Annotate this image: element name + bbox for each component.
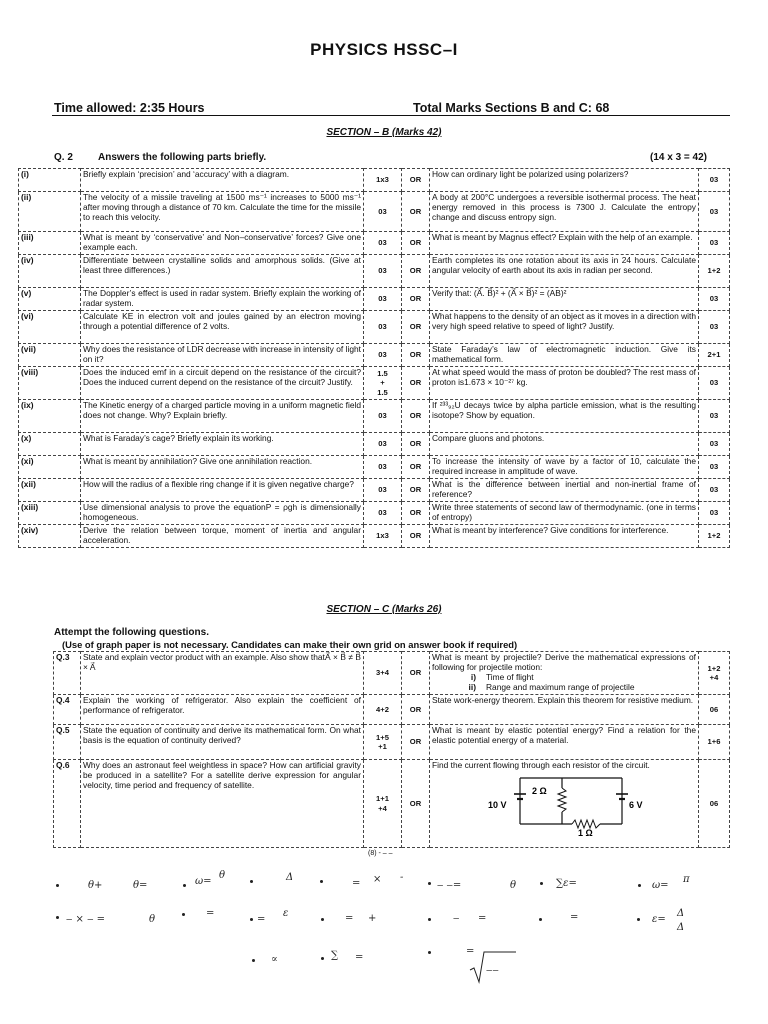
square-root-stroke — [470, 952, 516, 982]
question-marks: 03 — [364, 255, 402, 288]
alternative-question-marks: 1+6 — [699, 725, 730, 760]
question-part-number: (xii) — [19, 479, 81, 502]
alternative-question-marks: 03 — [699, 169, 730, 192]
question-text: Does the induced emf in a circuit depend on the resistance of the circuit? Does the induced current depend on the resistance of the circuit? Justify. — [81, 367, 364, 400]
question-text: Differentiate between crystalline solids and amorphous solids. (Give at least three differences.) — [81, 255, 364, 288]
question-row — [54, 695, 730, 725]
question-part-number: (xiv) — [19, 525, 81, 548]
formula-fragment: ‒‒ — [486, 965, 499, 976]
alternative-question-marks: 03 — [699, 400, 730, 433]
or-label: OR — [402, 192, 430, 232]
alternative-question-text — [430, 479, 699, 502]
alternative-question-text — [430, 169, 699, 192]
alternative-question-body: What is meant by Magnus effect? Explain with the help of an example. — [432, 232, 693, 242]
question-part-number: (v) — [19, 288, 81, 311]
formula-fragment: - — [400, 872, 404, 883]
formula-fragment: Δ — [286, 872, 294, 883]
sub-part — [432, 672, 696, 682]
footer-code: (8) - ‒ ‒ — [368, 850, 393, 857]
alternative-question-text — [430, 367, 699, 400]
question-row — [19, 502, 730, 525]
page-title: PHYSICS HSSC–I — [310, 40, 458, 59]
formula-fragment: ε= — [652, 914, 666, 925]
formula-fragment: = — [478, 913, 487, 924]
question-row — [19, 232, 730, 255]
formula-fragment: = — [345, 913, 354, 924]
formula-fragment: θ+ — [88, 880, 103, 891]
alternative-question-body: Write three statements of second law of thermodynamic. (one in terms of entropy) — [432, 502, 696, 523]
alternative-question-marks: 03 — [699, 433, 730, 456]
question-row — [19, 367, 730, 400]
formula-fragment: = — [257, 914, 266, 925]
formula-fragment: θ — [510, 880, 517, 891]
question-part-number: (viii) — [19, 367, 81, 400]
alternative-question-body: What is meant by interference? Give conditions for interference. — [432, 525, 669, 535]
question-part-number: (xiii) — [19, 502, 81, 525]
bullet-dot — [321, 918, 324, 921]
section-c-instruction: Attempt the following questions. — [54, 627, 209, 638]
or-label: OR — [402, 760, 430, 848]
header-divider — [52, 115, 730, 116]
or-label: OR — [402, 695, 430, 725]
question-part-number: (ii) — [19, 192, 81, 232]
question-part-number: (i) — [19, 169, 81, 192]
question-part-number: Q.6 — [54, 760, 81, 848]
alternative-question-marks: 03 — [699, 232, 730, 255]
question-row — [19, 525, 730, 548]
question-text: State the equation of continuity and derive its mathematical form. On what basis is the equation of continuity derived? — [81, 725, 364, 760]
sub-part-text: Time of flight — [486, 672, 534, 683]
formula-fragment: ω= — [652, 880, 669, 891]
question-part-number: Q.3 — [54, 652, 81, 695]
formula-fragment: = — [570, 912, 579, 923]
section-c-table — [53, 651, 730, 848]
or-label: OR — [402, 502, 430, 525]
formula-fragment: ∝ — [271, 954, 278, 965]
question-marks: 03 — [364, 232, 402, 255]
question-marks: 03 — [364, 456, 402, 479]
bullet-dot — [428, 951, 431, 954]
question-part-number: (ix) — [19, 400, 81, 433]
bullet-dot — [182, 913, 185, 916]
question-part-number: Q.4 — [54, 695, 81, 725]
question-marks: 1+1 +4 — [364, 760, 402, 848]
alternative-question-marks: 1+2 — [699, 525, 730, 548]
alternative-question-marks: 2+1 — [699, 344, 730, 367]
alternative-question-marks: 1+2 +4 — [699, 652, 730, 695]
alternative-question-text — [430, 456, 699, 479]
bullet-dot — [250, 918, 253, 921]
sub-part — [432, 682, 696, 692]
alternative-question-body: Verify that: (A⃗. B⃗)² + (A⃗ × B⃗)² = (AB)² — [432, 288, 567, 298]
alternative-question-body: What is meant by projectile? Derive the mathematical expressions of following for projectile motion: — [432, 652, 696, 673]
or-label: OR — [402, 433, 430, 456]
alternative-question-body: To increase the intensity of wave by a factor of 10, calculate the required increase in amplitude of wave. — [432, 456, 696, 477]
bullet-dot — [56, 916, 59, 919]
alternative-question-marks: 03 — [699, 479, 730, 502]
section-b-heading: SECTION – B (Marks 42) — [326, 127, 442, 138]
formula-fragment: × — [373, 874, 382, 885]
resistor-2ohm-label: 2 Ω — [532, 786, 547, 797]
alternative-question-body: Find the current flowing through each resistor of the circuit. — [432, 760, 650, 770]
question-marks: 03 — [364, 288, 402, 311]
bullet-dot — [540, 882, 543, 885]
bullet-dot — [56, 884, 59, 887]
bullet-dot — [321, 957, 324, 960]
section-b-table — [18, 168, 730, 548]
question-text: Explain the working of refrigerator. Also explain the coefficient of performance of refrigerator. — [81, 695, 364, 725]
alternative-question-body: At what speed would the mass of proton be doubled? The rest mass of proton is1.673 × 10⁻²⁷ kg. — [432, 367, 696, 388]
question-text: What is Faraday’s cage? Briefly explain its working. — [81, 433, 364, 456]
question-number: Q. 2 — [54, 152, 73, 163]
question-marks: 3+4 — [364, 652, 402, 695]
question-text: What is meant by annihilation? Give one annihilation reaction. — [81, 456, 364, 479]
alternative-question-text — [430, 525, 699, 548]
sub-part-label: ii) — [468, 682, 476, 693]
formula-fragment: ∑ — [331, 950, 339, 961]
formula-fragment: θ — [219, 870, 226, 881]
alternative-question-body: State work-energy theorem. Explain this theorem for resistive medium. — [432, 695, 694, 705]
question-marks: 1x3 — [364, 169, 402, 192]
question-text: The velocity of a missile traveling at 1500 ms⁻¹ increases to 5000 ms⁻¹ after moving through a distance of 70 km. Calculate the time for the missile to reach this velocity. — [81, 192, 364, 232]
section-c-heading: SECTION – C (Marks 26) — [326, 604, 442, 615]
question-marks: 1+5 +1 — [364, 725, 402, 760]
question-text: Use dimensional analysis to prove the equationP = ρgh is dimensionally homogeneous. — [81, 502, 364, 525]
question-row — [19, 192, 730, 232]
sub-part-label: i) — [470, 672, 476, 683]
or-label: OR — [402, 456, 430, 479]
formula-fragment: π — [683, 874, 690, 885]
alternative-question-body: What happens to the density of an object as it moves in a direction with very high speed relative to speed of light? Justify. — [432, 311, 696, 332]
bullet-dot — [638, 884, 641, 887]
resistor-1ohm-label: 1 Ω — [578, 828, 593, 837]
bullet-dot — [252, 959, 255, 962]
question-marks: 03 — [364, 502, 402, 525]
alternative-question-marks: 03 — [699, 311, 730, 344]
formula-fragment: ‒ × ‒ = — [66, 914, 106, 925]
alternative-question-text — [430, 695, 699, 725]
or-label: OR — [402, 479, 430, 502]
question-instruction: Answers the following parts briefly. — [98, 152, 267, 163]
section-c-note: (Use of graph paper is not necessary. Candidates can make their own grid on answer book if required) — [62, 639, 518, 650]
question-text: Briefly explain ‘precision’ and ‘accuracy’ with a diagram. — [81, 169, 364, 192]
question-part-number: (xi) — [19, 456, 81, 479]
alternative-question-marks: 03 — [699, 456, 730, 479]
or-label: OR — [402, 725, 430, 760]
bullet-dot — [320, 880, 323, 883]
or-label: OR — [402, 525, 430, 548]
alternative-question-body: How can ordinary light be polarized using polarizers? — [432, 169, 629, 179]
question-text: How will the radius of a flexible ring change if it is given negative charge? — [81, 479, 364, 502]
question-text: What is meant by ‘conservative’ and Non–conservative’ forces? Give one example each. — [81, 232, 364, 255]
or-label: OR — [402, 652, 430, 695]
question-text: The Doppler’s effect is used in radar system. Briefly explain the working of radar system. — [81, 288, 364, 311]
total-marks: Total Marks Sections B and C: 68 — [413, 101, 610, 115]
question-marks: 03 — [364, 344, 402, 367]
question-part-number: Q.5 — [54, 725, 81, 760]
alternative-question-text — [430, 502, 699, 525]
question-part-number: (iv) — [19, 255, 81, 288]
alternative-question-body: Compare gluons and photons. — [432, 433, 545, 443]
alternative-question-marks: 03 — [699, 367, 730, 400]
bullet-dot — [183, 884, 186, 887]
alternative-question-marks: 03 — [699, 288, 730, 311]
or-label: OR — [402, 400, 430, 433]
question-row — [54, 725, 730, 760]
alternative-question-body: What is meant by elastic potential energy? Find a relation for the elastic potential energy of a material. — [432, 725, 696, 746]
question-row — [19, 400, 730, 433]
square-root-sign — [468, 948, 518, 984]
question-marks: (14 x 3 = 42) — [650, 152, 707, 163]
alternative-question-text — [430, 192, 699, 232]
question-text: State and explain vector product with an example. Also show thatA⃗ × B⃗ ≠ B⃗ × A⃗ — [81, 652, 364, 695]
formula-fragment: = — [206, 908, 215, 919]
alternative-question-text — [430, 344, 699, 367]
bullet-dot — [539, 918, 542, 921]
time-allowed: Time allowed: 2:35 Hours — [54, 101, 205, 115]
question-marks: 03 — [364, 311, 402, 344]
alternative-question-text — [430, 255, 699, 288]
or-label: OR — [402, 232, 430, 255]
alternative-question-text — [430, 725, 699, 760]
battery-6v-label: 6 V — [629, 800, 643, 811]
question-text: Derive the relation between torque, moment of inertia and angular acceleration. — [81, 525, 364, 548]
question-row — [19, 311, 730, 344]
question-marks: 03 — [364, 479, 402, 502]
formula-fragment: ∑ε= — [556, 878, 577, 889]
alternative-question-marks: 1+2 — [699, 255, 730, 288]
alternative-question-body: State Faraday’s law of electromagnetic induction. Give its mathematical form. — [432, 344, 696, 365]
alternative-question-text — [430, 760, 699, 848]
formula-fragment: ω= — [195, 876, 212, 887]
alternative-question-text — [430, 288, 699, 311]
formula-fragment: = — [466, 946, 475, 957]
formula-fragment: Δ — [677, 922, 685, 933]
formula-fragment: θ= — [133, 880, 148, 891]
or-label: OR — [402, 344, 430, 367]
question-row — [54, 652, 730, 695]
question-row — [19, 479, 730, 502]
alternative-question-body: What is the difference between inertial and non-inertial frame of reference? — [432, 479, 696, 500]
formula-fragment: = — [355, 952, 364, 963]
question-text: The Kinetic energy of a charged particle moving in a uniform magnetic field does not change. Why? Explain briefly. — [81, 400, 364, 433]
formula-fragment: ‒ — [453, 913, 460, 924]
question-text: Calculate KE in electron volt and joules gained by an electron moving through a potential difference of 2 volts. — [81, 311, 364, 344]
formula-fragment: + — [368, 913, 377, 924]
resistor-2ohm — [558, 788, 566, 812]
question-part-number: (vii) — [19, 344, 81, 367]
resistor-1ohm — [572, 820, 600, 828]
question-marks: 03 — [364, 433, 402, 456]
question-marks: 1x3 — [364, 525, 402, 548]
formula-fragment: ε — [283, 908, 289, 919]
sub-part-text: Range and maximum range of projectile — [486, 682, 635, 693]
alternative-question-text — [430, 400, 699, 433]
question-part-number: (iii) — [19, 232, 81, 255]
alternative-question-body: If ²³³₉₂U decays twice by alpha particle emission, what is the resulting isotope? Show by equation. — [432, 400, 696, 421]
alternative-question-text — [430, 652, 699, 695]
question-part-number: (x) — [19, 433, 81, 456]
or-label: OR — [402, 255, 430, 288]
formula-fragment: Δ — [677, 908, 685, 919]
question-marks: 03 — [364, 192, 402, 232]
alternative-question-marks: 06 — [699, 760, 730, 848]
question-row — [19, 433, 730, 456]
or-label: OR — [402, 288, 430, 311]
or-label: OR — [402, 311, 430, 344]
bullet-dot — [250, 880, 253, 883]
question-text: Why does an astronaut feel weightless in space? How can artificial gravity be produced in a satellite? For a satellite derive expression for angular velocity, time period and frequency of satellite. — [81, 760, 364, 848]
question-row — [54, 760, 730, 848]
bullet-dot — [637, 918, 640, 921]
formula-fragment: = — [352, 878, 361, 889]
alternative-question-body: A body at 200°C undergoes a reversible isothermal process. The heat energy removed in this process is 7300 J. Calculate the entropy change and discuss entropy sign. — [432, 192, 696, 223]
question-row — [19, 169, 730, 192]
circuit-diagram — [482, 772, 682, 836]
formula-fragment: θ — [149, 914, 156, 925]
question-row — [19, 456, 730, 479]
or-label: OR — [402, 169, 430, 192]
question-marks: 4+2 — [364, 695, 402, 725]
question-marks: 1.5 + 1.5 — [364, 367, 402, 400]
alternative-question-marks: 03 — [699, 502, 730, 525]
bullet-dot — [428, 882, 431, 885]
alternative-question-marks: 03 — [699, 192, 730, 232]
bullet-dot — [428, 918, 431, 921]
alternative-question-body: Earth completes its one rotation about its axis in 24 hours. Calculate angular velocity of earth about its axis in radian per second. — [432, 255, 696, 276]
alternative-question-marks: 06 — [699, 695, 730, 725]
question-row — [19, 288, 730, 311]
question-text: Why does the resistance of LDR decrease with increase in intensity of light on it? — [81, 344, 364, 367]
question-row — [19, 344, 730, 367]
alternative-question-text — [430, 232, 699, 255]
question-marks: 03 — [364, 400, 402, 433]
formula-fragment: ‒ ‒= — [437, 880, 462, 891]
question-row — [19, 255, 730, 288]
alternative-question-text — [430, 433, 699, 456]
or-label: OR — [402, 367, 430, 400]
question-part-number: (vi) — [19, 311, 81, 344]
battery-10v-label: 10 V — [488, 800, 507, 811]
alternative-question-text — [430, 311, 699, 344]
